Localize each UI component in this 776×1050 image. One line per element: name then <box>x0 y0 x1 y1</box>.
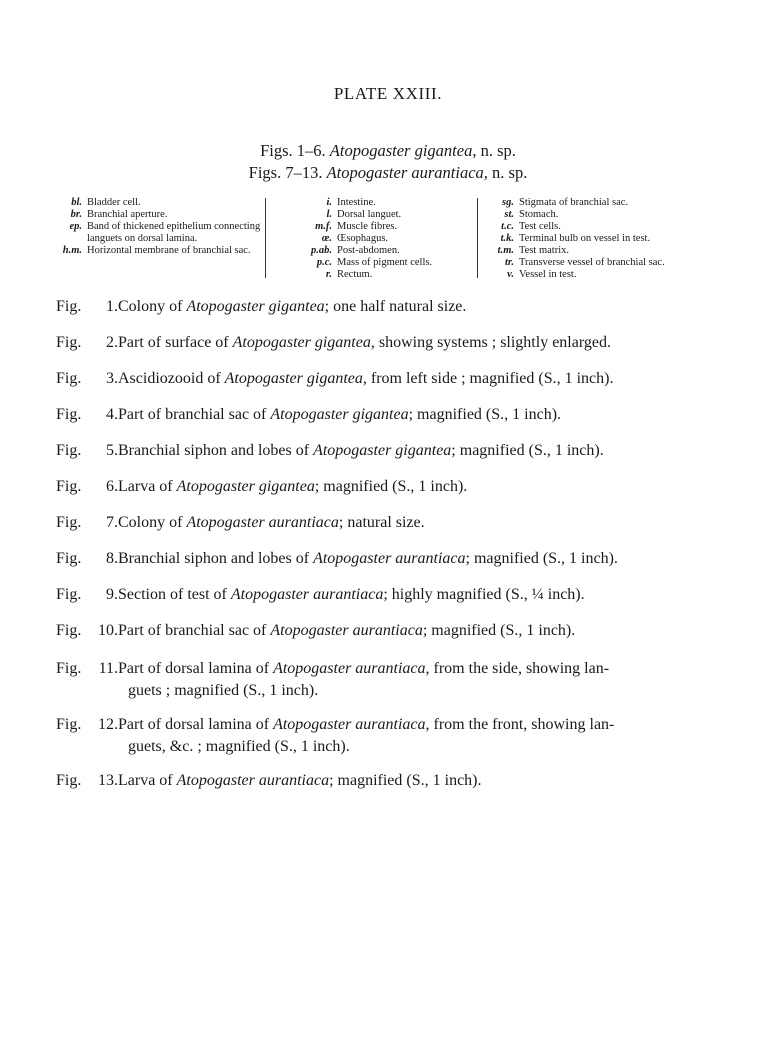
figure-species-name: Atopogaster gigantea <box>176 478 315 495</box>
figure-species-name: Atopogaster aurantiaca <box>270 622 423 639</box>
figure-species-name: Atopogaster gigantea <box>270 406 409 423</box>
figure-label: Fig. <box>56 622 82 639</box>
figure-group-suffix: , n. sp. <box>472 141 516 160</box>
figure-description <box>118 476 708 498</box>
abbreviation-column-2 <box>296 197 476 281</box>
abbreviation-definition: Band of thickened epithelium connecting languets on dorsal lamina. <box>87 221 261 244</box>
abbreviation-definition: Œsophagus. <box>337 233 389 244</box>
abbreviation-entry <box>56 209 266 221</box>
figure-species-name: Atopogaster aurantiaca <box>230 586 384 603</box>
figure-label: Fig. <box>56 334 82 351</box>
figure-description-text: ; highly magnified (S., ¼ inch). <box>383 586 585 603</box>
abbreviation-key: t.m. <box>497 245 514 256</box>
figure-species-name: Atopogaster aurantiaca <box>186 514 339 531</box>
figure-species-name: Atopogaster gigantea <box>232 334 371 351</box>
abbreviation-definition: Stigmata of branchial sac. <box>519 197 629 208</box>
abbreviation-key: br. <box>70 209 82 220</box>
figure-description-text: ; magnified (S., 1 inch). <box>465 550 618 567</box>
figure-number: 3. <box>106 370 118 387</box>
figure-number: 9. <box>106 586 118 603</box>
abbreviation-entry <box>296 245 476 257</box>
figure-description-text: Part of branchial sac of <box>118 406 271 423</box>
abbreviation-column-3 <box>488 197 718 281</box>
figure-description <box>118 620 708 642</box>
figure-description-text: Part of branchial sac of <box>118 622 271 639</box>
figure-description-text: Part of dorsal lamina of <box>118 660 274 677</box>
figure-description <box>118 332 708 354</box>
abbreviation-entry <box>56 197 266 209</box>
figure-description-text: Branchial siphon and lobes of <box>118 442 314 459</box>
abbreviation-key: p.c. <box>316 257 332 268</box>
figure-description-text: , from the side, showing lan- <box>425 660 610 677</box>
figure-description <box>118 770 708 792</box>
figure-description-text: ; magnified (S., 1 inch). <box>422 622 576 639</box>
abbreviation-definition: Vessel in test. <box>519 269 577 280</box>
figure-label: Fig. <box>56 772 82 789</box>
plate-title: PLATE XXIII. <box>333 84 443 103</box>
abbreviation-key: t.k. <box>500 233 514 244</box>
abbreviation-definition: Test matrix. <box>519 245 570 256</box>
abbreviation-entry <box>296 209 476 221</box>
figure-description-continuation: guets, &c. ; magnified (S., 1 inch). <box>128 738 350 755</box>
figure-number: 2. <box>106 334 118 351</box>
abbreviation-entry <box>488 245 718 257</box>
figure-label: Fig. <box>56 478 82 495</box>
figure-label: Fig. <box>56 586 82 603</box>
abbreviation-definition: Mass of pigment cells. <box>337 257 433 268</box>
figure-description-text: Branchial siphon and lobes of <box>118 550 314 567</box>
figure-description-text: ; one half natural size. <box>324 298 467 315</box>
figure-description-text: ; magnified (S., 1 inch). <box>451 442 604 459</box>
abbreviation-entry <box>56 221 266 245</box>
figure-number: 6. <box>106 478 118 495</box>
abbreviation-definition: Test cells. <box>519 221 561 232</box>
figure-label: Fig. <box>56 716 82 733</box>
abbreviation-entry <box>488 197 718 209</box>
figure-number: 10. <box>98 622 118 639</box>
abbreviation-key: l. <box>326 209 332 220</box>
abbreviation-key: bl. <box>71 197 82 208</box>
abbreviation-definition: Muscle fibres. <box>337 221 398 232</box>
figure-description-text: ; magnified (S., 1 inch). <box>314 478 468 495</box>
figure-label: Fig. <box>56 514 82 531</box>
abbreviation-entry <box>488 233 718 245</box>
figure-number: 8. <box>106 550 118 567</box>
abbreviation-definition: Transverse vessel of branchial sac. <box>519 257 665 268</box>
figure-label: Fig. <box>56 406 82 423</box>
abbreviation-key: sg. <box>502 197 514 208</box>
figure-species-name: Atopogaster aurantiaca <box>313 550 466 567</box>
abbreviation-key: m.f. <box>315 221 332 232</box>
figure-number: 12. <box>98 716 118 733</box>
figure-description-text: Larva of <box>118 772 177 789</box>
abbreviation-definition: Intestine. <box>337 197 376 208</box>
figure-description <box>118 714 708 758</box>
abbreviation-definition: Bladder cell. <box>87 197 141 208</box>
figure-label: Fig. <box>56 370 82 387</box>
figure-description-text: Part of surface of <box>118 334 233 351</box>
figure-species-name: Atopogaster gigantea <box>186 298 325 315</box>
figure-description-text: Ascidiozooid of <box>118 370 225 387</box>
figure-species-name: Atopogaster aurantiaca <box>176 772 330 789</box>
figure-group-range: Figs. 7–13. <box>248 163 323 182</box>
figure-description-text: , from left side ; magnified (S., 1 inch). <box>362 370 614 387</box>
figure-species-name: Atopogaster aurantiaca <box>273 716 426 733</box>
figure-group-species: Atopogaster aurantiaca <box>326 163 484 182</box>
figure-label: Fig. <box>56 298 82 315</box>
figure-description-text: , from the front, showing lan- <box>425 716 615 733</box>
figure-label: Fig. <box>56 442 82 459</box>
figure-description-text: Part of dorsal lamina of <box>118 716 274 733</box>
figure-description-continuation: guets ; magnified (S., 1 inch). <box>128 682 319 699</box>
figure-description <box>118 584 708 606</box>
figure-number: 11. <box>98 660 118 677</box>
figure-description-text: Section of test of <box>118 586 231 603</box>
abbreviation-entry <box>296 257 476 269</box>
abbreviation-entry <box>488 269 718 281</box>
figure-number: 4. <box>106 406 118 423</box>
figure-description <box>118 658 708 702</box>
column-divider <box>265 198 266 278</box>
figure-number: 1. <box>106 298 118 315</box>
figure-description <box>118 440 708 462</box>
abbreviation-definition: Horizontal membrane of branchial sac. <box>87 245 251 256</box>
abbreviation-key: st. <box>504 209 514 220</box>
abbreviation-entry <box>488 209 718 221</box>
abbreviation-key: t.c. <box>501 221 514 232</box>
figure-group-range: Figs. 1–6. <box>260 141 326 160</box>
figure-species-name: Atopogaster gigantea <box>224 370 363 387</box>
figure-species-name: Atopogaster aurantiaca <box>273 660 426 677</box>
abbreviation-key: h.m. <box>62 245 82 256</box>
figure-number: 13. <box>98 772 118 789</box>
figure-description <box>118 404 708 426</box>
abbreviation-key: œ. <box>321 233 332 244</box>
figure-description-text: , showing systems ; slightly enlarged. <box>370 334 611 351</box>
figure-label: Fig. <box>56 660 82 677</box>
abbreviation-definition: Dorsal languet. <box>337 209 402 220</box>
abbreviation-key: tr. <box>504 257 514 268</box>
abbreviation-definition: Terminal bulb on vessel in test. <box>519 233 651 244</box>
figure-species-name: Atopogaster gigantea <box>313 442 452 459</box>
abbreviation-definition: Rectum. <box>337 269 373 280</box>
abbreviation-key: i. <box>326 197 332 208</box>
abbreviation-key: r. <box>325 269 332 280</box>
figure-description-text: Larva of <box>118 478 177 495</box>
figure-number: 7. <box>106 514 118 531</box>
figure-description-text: Colony of <box>118 298 187 315</box>
figure-group-heading <box>0 141 776 161</box>
figure-description <box>118 368 708 390</box>
abbreviation-definition: Post-abdomen. <box>337 245 400 256</box>
figure-label: Fig. <box>56 550 82 567</box>
abbreviation-entry <box>488 221 718 233</box>
abbreviation-key: p.ab. <box>311 245 332 256</box>
abbreviation-entry <box>296 221 476 233</box>
figure-group-suffix: , n. sp. <box>483 163 528 182</box>
abbreviation-key: ep. <box>69 221 82 232</box>
abbreviation-entry <box>296 197 476 209</box>
figure-group-species: Atopogaster gigantea <box>329 141 473 160</box>
abbreviation-entry <box>296 233 476 245</box>
figure-description <box>118 296 708 318</box>
figure-description <box>118 512 708 534</box>
abbreviation-definition: Branchial aperture. <box>87 209 168 220</box>
abbreviation-key: v. <box>507 269 514 280</box>
abbreviation-entry <box>488 257 718 269</box>
column-divider <box>477 198 478 278</box>
figure-description-text: ; magnified (S., 1 inch). <box>329 772 482 789</box>
figure-number: 5. <box>106 442 118 459</box>
abbreviation-column-1 <box>56 197 266 257</box>
abbreviation-entry <box>296 269 476 281</box>
figure-description-text: ; natural size. <box>338 514 425 531</box>
figure-description-text: ; magnified (S., 1 inch). <box>408 406 562 423</box>
figure-group-heading <box>0 163 776 183</box>
figure-description-text: Colony of <box>118 514 187 531</box>
abbreviation-entry <box>56 245 266 257</box>
figure-description <box>118 548 708 570</box>
abbreviation-definition: Stomach. <box>519 209 559 220</box>
